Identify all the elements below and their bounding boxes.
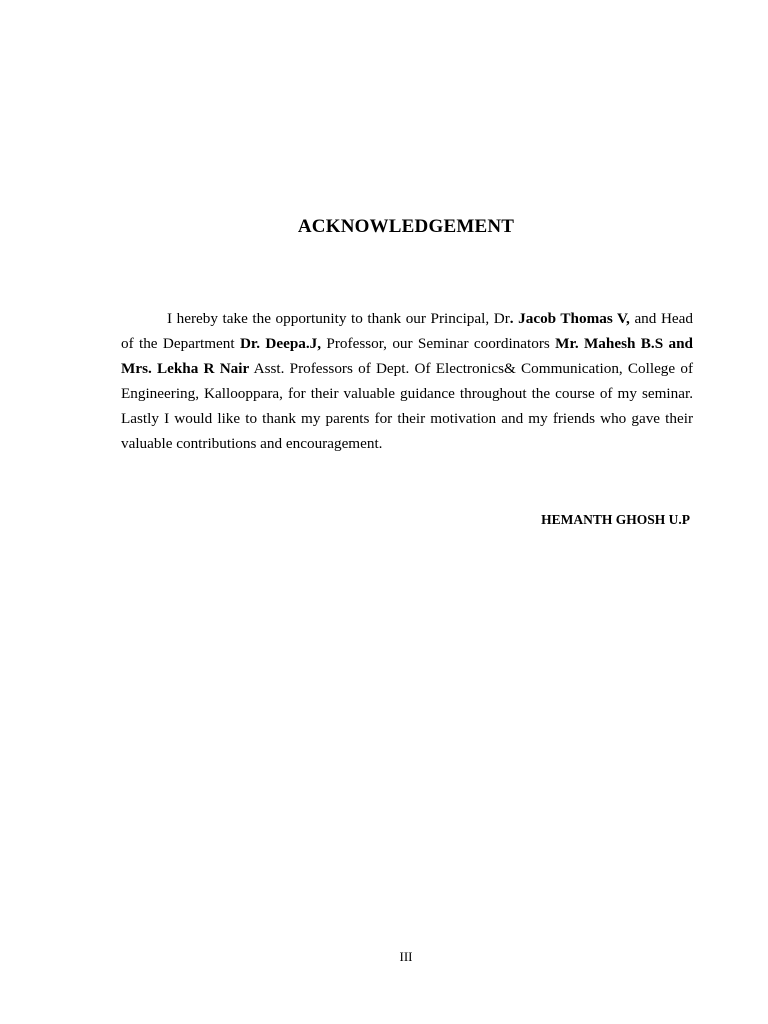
hod-name: Dr. Deepa.J, — [239, 335, 322, 352]
acknowledgement-paragraph — [121, 306, 693, 456]
paragraph-text-4: Asst. Professors of Dept. Of Electronics& Communication, College of Engineering, Kallooppara, for their valuable guidance throughout the course of my seminar. Lastly I would like to thank my parents for their motivation and my friends who gave their valuable contributions and encouragement. — [121, 360, 693, 452]
paragraph-text-2: and Head of the Department — [121, 310, 693, 352]
paragraph-text-1: I hereby take the opportunity to thank our Principal, Dr — [167, 310, 510, 327]
paragraph-text-3: Professor, our Seminar coordinators — [321, 335, 556, 352]
author-signature: HEMANTH GHOSH U.P — [541, 512, 690, 527]
principal-name: . Jacob Thomas V, — [509, 310, 630, 327]
page-number: III — [399, 949, 413, 964]
coordinators-names: Mr. Mahesh B.S and Mrs. Lekha R Nair — [121, 335, 693, 377]
page-title: ACKNOWLEDGEMENT — [297, 216, 515, 237]
